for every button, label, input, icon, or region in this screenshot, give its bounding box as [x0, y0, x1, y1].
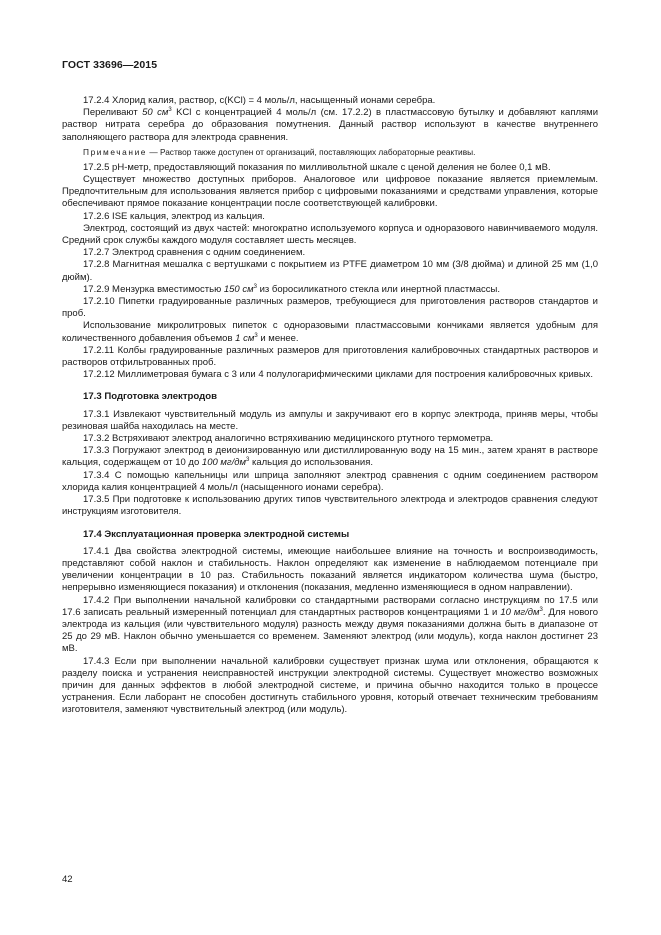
paragraph-17-2-4-body [62, 107, 598, 144]
paragraph-17-4-3: 17.4.3 Если при выполнении начальной калибровки существует признак шума или отклонения, обращаются к разделу поиска и устранения неисправностей инструкции электродной системы. Существует множество возможных причин для данных эффектов в любой электродной системе, и причина обычно находится только в процессе устранения. Если лаборант не способен достигнуть стабильного уровня, который отвечает техническим требованиям изготовителя, заменяют чувствительный электрод (или модуль). [62, 655, 598, 716]
paragraph-17-3-4: 17.3.4 С помощью капельницы или шприца заполняют электрод сравнения с одним соединением раствором хлорида калия концентрацией 4 моль/л (насыщенного ионами серебра). [62, 469, 598, 493]
note-text: — Раствор также доступен от организаций, поставляющих лабораторные реактивы. [147, 146, 476, 157]
paragraph-17-2-11: 17.2.11 Колбы градуированные различных размеров для приготовления калибровочных стандартных растворов и растворов отфильтрованных проб. [62, 344, 598, 369]
page-number: 42 [62, 874, 73, 885]
text: 17.3.3 Погружают электрод в деионизированную или дистиллированную воду на 15 мин., затем хранят в растворе кальция, содержащем от 10 до [62, 445, 598, 469]
paragraph-17-2-9 [62, 284, 598, 296]
concentration-value: 10 мг/дм [500, 606, 540, 618]
superscript: 3 [168, 107, 172, 114]
paragraph-17-3-5: 17.3.5 При подготовке к использованию других типов чувствительного электрода и электродов сравнения следуют инструкциям изготовителя. [62, 494, 598, 518]
section-heading-17-4: 17.4 Эксплуатационная проверка электродной системы [83, 528, 350, 540]
volume-value: 150 см [223, 283, 254, 295]
paragraph-17-2-4: 17.2.4 Хлорид калия, раствор, c(KCl) = 4 моль/л, насыщенный ионами серебра. [83, 95, 436, 106]
note-label: Примечание [83, 146, 148, 157]
superscript: 3 [246, 457, 250, 464]
text: и менее. [257, 332, 299, 344]
volume-value: 50 см [142, 107, 169, 119]
paragraph-17-3-2: 17.3.2 Встряхивают электрод аналогично встряхиванию медицинского ртутного термометра. [83, 433, 494, 445]
text: KCl с концентрацией 4 моль/л (см. 17.2.2) в пластмассовую бутылку и добавляют каплями раствор нитрата серебра до образования помутнения. Данный раствор используют в качестве внутреннего заполняющего раствора для электрода сравнения. [62, 107, 598, 143]
paragraph-17-3-1: 17.3.1 Извлекают чувствительный модуль из ампулы и закручивают его в корпус электрода, приняв меры, чтобы резиновая шайба находилась на месте. [62, 408, 598, 432]
document-header: ГОСТ 33696—2015 [62, 59, 158, 71]
paragraph-17-2-10: 17.2.10 Пипетки градуированные различных размеров, требующиеся для приготовления растворов стандартов и проб. [62, 296, 598, 320]
paragraph-17-2-8: 17.2.8 Магнитная мешалка с вертушками с покрытием из PTFE диаметром 10 мм (3/8 дюйма) и длиной 25 мм (1,0 дюйм). [62, 259, 598, 283]
text: 17.4.2 При выполнении начальной калибровки со стандартными растворами согласно инструкциям по 17.5 или 17.6 записать реальный измеренный потенциал для стандартных растворов концентрациями 1 и [62, 594, 598, 618]
text: из боросиликатного стекла или инертной пластмассы. [256, 283, 501, 295]
superscript: 3 [254, 332, 258, 339]
text: Использование микролитровых пипеток с одноразовыми пластмассовыми кончиками является удобным для количественного добавления объемов [62, 320, 598, 344]
text: кальция до использования. [249, 457, 373, 469]
note [62, 147, 598, 158]
paragraph-17-2-10-body [62, 320, 598, 344]
document-body [62, 95, 598, 717]
paragraph-17-4-2 [62, 595, 598, 656]
paragraph-17-2-7: 17.2.7 Электрод сравнения с одним соединением. [83, 247, 306, 259]
text: Переливают [83, 107, 143, 119]
paragraph-17-3-3 [62, 445, 598, 469]
text: 17.2.9 Мензурка вместимостью [83, 283, 224, 295]
paragraph-17-4-1: 17.4.1 Два свойства электродной системы, имеющие наибольшее влияние на точность и воспроизводимость, представляют собой наклон и стабильность. Наклон определяют как изменение в наблюдаемом потенциале при увеличении концентрации в 10 раз. Стабильность показаний является индикатором количества шума (быстро, непрерывно изменяющиеся показания) и отклонения (показания, медленно изменяющиеся в одном направлении). [62, 545, 598, 594]
concentration-value: 100 мг/дм [201, 457, 246, 469]
text: . Для нового электрода из кальция (или чувствительного модуля) разность между двумя показаниями должна быть в диапазоне от 25 до 29 мВ. Наклон обычно уменьшается со временем. Заменяют электрод (или модуль), когда наклон достигнет 23 мВ. [62, 606, 599, 655]
paragraph-17-2-6: 17.2.6 ISE кальция, электрод из кальция. [83, 210, 265, 222]
superscript: 3 [253, 283, 257, 290]
paragraph-17-2-5: 17.2.5 pH-метр, предоставляющий показания по милливольтной шкале с ценой деления не более 0,1 мВ. [83, 161, 551, 173]
volume-value: 1 см [235, 332, 255, 344]
superscript: 3 [539, 606, 543, 613]
paragraph-17-2-5-body: Существует множество доступных приборов. Аналоговое или цифровое показание является приемлемым. Предпочтительным для использования является прибор с цифровыми показаниями и средствами управления, которые обеспечивают прямое показание концентрации после соответствующей калибровки. [62, 174, 598, 210]
section-heading-17-3: 17.3 Подготовка электродов [83, 391, 217, 403]
paragraph-17-2-12: 17.2.12 Миллиметровая бумага с 3 или 4 полулогарифмическими циклами для построения калибровочных кривых. [83, 369, 594, 381]
paragraph-17-2-6-body: Электрод, состоящий из двух частей: многократно используемого корпуса и одноразового навинчиваемого модуля. Средний срок службы каждого модуля составляет шесть месяцев. [62, 222, 598, 247]
